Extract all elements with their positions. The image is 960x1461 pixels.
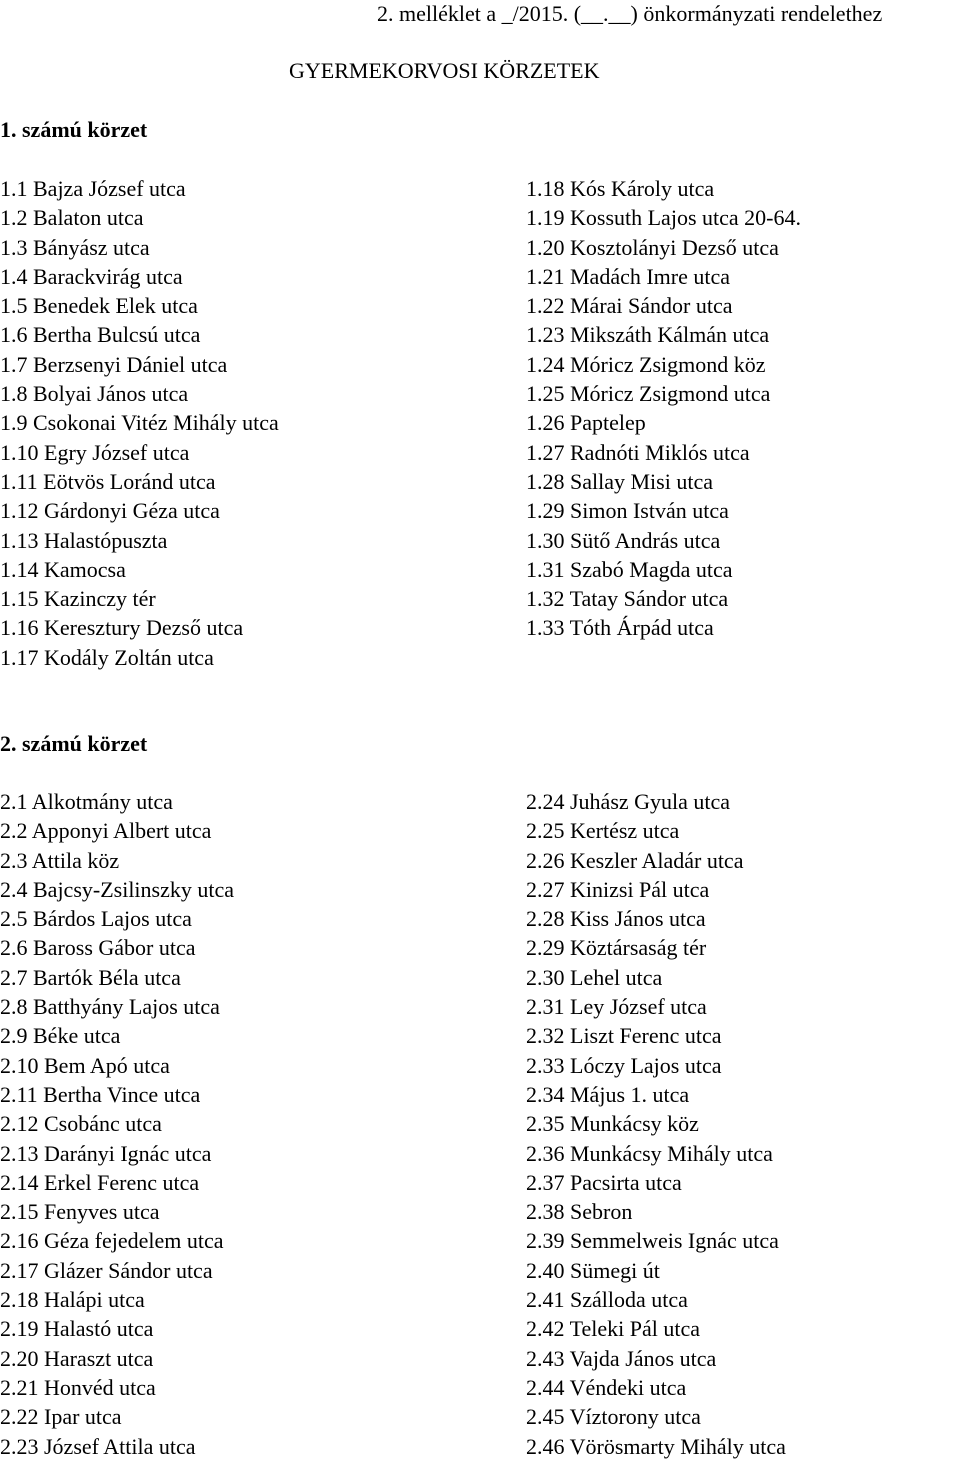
street-item: 2.29 Köztársaság tér — [526, 935, 707, 961]
street-list-district-1-left — [0, 174, 279, 672]
street-item: 1.15 Kazinczy tér — [0, 586, 156, 612]
street-item: 2.41 Szálloda utca — [526, 1287, 688, 1313]
street-item: 2.20 Haraszt utca — [0, 1345, 154, 1371]
street-item: 2.5 Bárdos Lajos utca — [0, 906, 192, 932]
document-title: GYERMEKORVOSI KÖRZETEK — [289, 58, 600, 83]
street-item: 1.5 Benedek Elek utca — [0, 293, 198, 319]
street-item: 2.19 Halastó utca — [0, 1316, 154, 1342]
street-item: 2.40 Sümegi út — [526, 1257, 660, 1283]
street-item: 1.13 Halastópuszta — [0, 527, 168, 553]
street-item: 1.22 Márai Sándor utca — [526, 293, 733, 319]
street-item: 2.27 Kinizsi Pál utca — [526, 876, 710, 902]
street-item: 2.43 Vajda János utca — [526, 1345, 717, 1371]
street-item: 1.6 Bertha Bulcsú utca — [0, 322, 201, 348]
street-item: 1.7 Berzsenyi Dániel utca — [0, 351, 228, 377]
street-item: 2.38 Sebron — [526, 1199, 633, 1225]
street-item: 2.26 Keszler Aladár utca — [526, 847, 744, 873]
section-title-district-2: 2. számú körzet — [0, 731, 148, 756]
street-item: 2.30 Lehel utca — [526, 964, 663, 990]
street-item: 2.35 Munkácsy köz — [526, 1111, 699, 1137]
street-item: 2.31 Ley József utca — [526, 994, 707, 1020]
street-item: 2.17 Glázer Sándor utca — [0, 1257, 213, 1283]
street-item: 1.28 Sallay Misi utca — [526, 468, 713, 494]
street-list-district-1-right — [526, 174, 801, 643]
street-item: 2.25 Kertész utca — [526, 818, 680, 844]
street-item: 1.9 Csokonai Vitéz Mihály utca — [0, 410, 279, 436]
street-item: 1.17 Kodály Zoltán utca — [0, 644, 214, 670]
street-item: 2.34 Május 1. utca — [526, 1081, 690, 1107]
street-item: 2.36 Munkácsy Mihály utca — [526, 1140, 773, 1166]
section-title-district-1: 1. számú körzet — [0, 117, 148, 142]
street-item: 1.11 Eötvös Loránd utca — [0, 468, 216, 494]
street-item: 1.20 Kosztolányi Dezső utca — [526, 234, 779, 260]
street-item: 2.8 Batthyány Lajos utca — [0, 994, 220, 1020]
street-item: 1.4 Barackvirág utca — [0, 263, 183, 289]
street-item: 1.14 Kamocsa — [0, 556, 126, 582]
street-item: 2.18 Halápi utca — [0, 1287, 145, 1313]
street-item: 2.24 Juhász Gyula utca — [526, 789, 731, 814]
street-item: 1.3 Bányász utca — [0, 234, 150, 260]
street-item: 2.28 Kiss János utca — [526, 906, 706, 932]
street-item: 2.23 József Attila utca — [0, 1433, 196, 1459]
street-item: 1.27 Radnóti Miklós utca — [526, 439, 750, 465]
street-item: 2.39 Semmelweis Ignác utca — [526, 1228, 779, 1254]
street-item: 2.44 Véndeki utca — [526, 1374, 687, 1400]
street-list-district-2-left — [0, 787, 234, 1461]
street-item: 2.42 Teleki Pál utca — [526, 1316, 701, 1342]
street-item: 2.1 Alkotmány utca — [0, 789, 173, 814]
street-item: 2.4 Bajcsy-Zsilinszky utca — [0, 876, 235, 902]
street-item: 2.6 Baross Gábor utca — [0, 935, 196, 961]
street-item: 1.26 Paptelep — [526, 410, 646, 436]
street-item: 2.33 Lóczy Lajos utca — [526, 1052, 722, 1078]
street-item: 2.14 Erkel Ferenc utca — [0, 1169, 200, 1195]
street-list-district-2-right — [526, 787, 786, 1461]
street-item: 2.11 Bertha Vince utca — [0, 1081, 201, 1107]
street-item: 1.24 Móricz Zsigmond köz — [526, 351, 766, 377]
street-item: 1.29 Simon István utca — [526, 498, 729, 524]
street-item: 1.16 Keresztury Dezső utca — [0, 615, 244, 641]
street-item: 2.12 Csobánc utca — [0, 1111, 162, 1137]
street-item: 1.18 Kós Károly utca — [526, 176, 715, 201]
street-item: 1.25 Móricz Zsigmond utca — [526, 381, 771, 407]
street-item: 1.33 Tóth Árpád utca — [526, 615, 714, 641]
street-item: 2.45 Víztorony utca — [526, 1404, 701, 1430]
street-item: 1.32 Tatay Sándor utca — [526, 586, 729, 612]
street-item: 1.8 Bolyai János utca — [0, 381, 189, 407]
street-item: 2.16 Géza fejedelem utca — [0, 1228, 224, 1254]
street-item: 1.1 Bajza József utca — [0, 176, 186, 201]
street-item: 1.31 Szabó Magda utca — [526, 556, 733, 582]
header-note: 2. melléklet a _/2015. (__.__) önkormányzati rendelethez — [377, 1, 883, 26]
street-item: 2.37 Pacsirta utca — [526, 1169, 682, 1195]
street-item: 2.7 Bartók Béla utca — [0, 964, 181, 990]
street-item: 2.13 Darányi Ignác utca — [0, 1140, 212, 1166]
street-item: 2.9 Béke utca — [0, 1023, 121, 1049]
street-item: 2.15 Fenyves utca — [0, 1199, 160, 1225]
street-item: 2.21 Honvéd utca — [0, 1374, 156, 1400]
street-item: 1.10 Egry József utca — [0, 439, 190, 465]
street-item: 1.12 Gárdonyi Géza utca — [0, 498, 220, 524]
street-item: 2.32 Liszt Ferenc utca — [526, 1023, 722, 1049]
street-item: 1.2 Balaton utca — [0, 205, 144, 231]
street-item: 1.30 Sütő András utca — [526, 527, 721, 553]
street-item: 2.22 Ipar utca — [0, 1404, 122, 1430]
street-item: 2.10 Bem Apó utca — [0, 1052, 170, 1078]
street-item: 1.19 Kossuth Lajos utca 20-64. — [526, 205, 801, 231]
street-item: 1.23 Mikszáth Kálmán utca — [526, 322, 770, 348]
street-item: 2.3 Attila köz — [0, 847, 120, 873]
street-item: 1.21 Madách Imre utca — [526, 263, 731, 289]
street-item: 2.46 Vörösmarty Mihály utca — [526, 1433, 786, 1459]
street-item: 2.2 Apponyi Albert utca — [0, 818, 212, 844]
